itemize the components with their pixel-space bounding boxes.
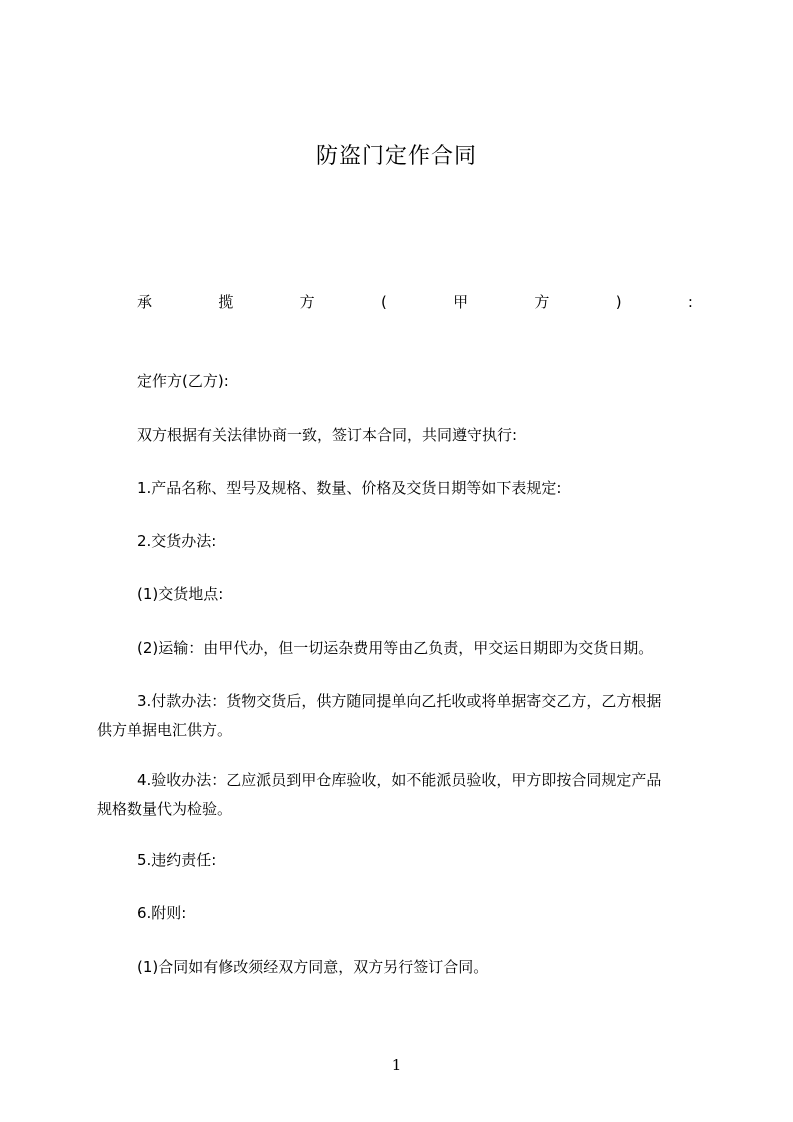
intro-paragraph: 双方根据有关法律协商一致，签订本合同，共同遵守执行:: [137, 426, 518, 444]
clause-4: [97, 766, 703, 824]
contractor-char: ): [615, 293, 622, 311]
clause-3: [97, 687, 703, 745]
contractor-char: 甲: [453, 293, 469, 311]
clause-6-1: (1)合同如有修改须经双方同意，双方另行签订合同。: [137, 958, 489, 976]
clause-2: 2.交货办法:: [137, 532, 217, 550]
contractor-char: 方: [299, 293, 315, 311]
document-title: 防盗门定作合同: [315, 144, 477, 169]
clause-5: 5.违约责任:: [137, 851, 217, 869]
clause-3-line-1: 3.付款办法：货物交货后，供方随同提单向乙托收或将单据寄交乙方，乙方根据: [137, 692, 662, 710]
clause-4-line-2: 规格数量代为检验。: [97, 800, 233, 818]
clause-2-2: (2)运输：由甲代办，但一切运杂费用等由乙负责，甲交运日期即为交货日期。: [137, 639, 654, 657]
contractor-char: :: [687, 293, 693, 311]
clause-1: 1.产品名称、型号及规格、数量、价格及交货日期等如下表规定:: [137, 479, 562, 497]
clause-6: 6.附则:: [137, 904, 187, 922]
clause-4-line-1: 4.验收办法：乙应派员到甲仓库验收，如不能派员验收，甲方即按合同规定产品: [137, 771, 662, 789]
clause-2-1: (1)交货地点:: [137, 585, 224, 603]
orderer-party-line: 定作方(乙方):: [137, 372, 229, 390]
contractor-char: 揽: [218, 293, 234, 311]
contractor-char: (: [380, 293, 387, 311]
contractor-party-line: [137, 290, 693, 314]
contractor-char: 方: [534, 293, 550, 311]
contractor-char: 承: [137, 293, 153, 311]
clause-3-line-2: 供方单据电汇供方。: [97, 721, 233, 739]
page-number: 1: [391, 1056, 402, 1074]
